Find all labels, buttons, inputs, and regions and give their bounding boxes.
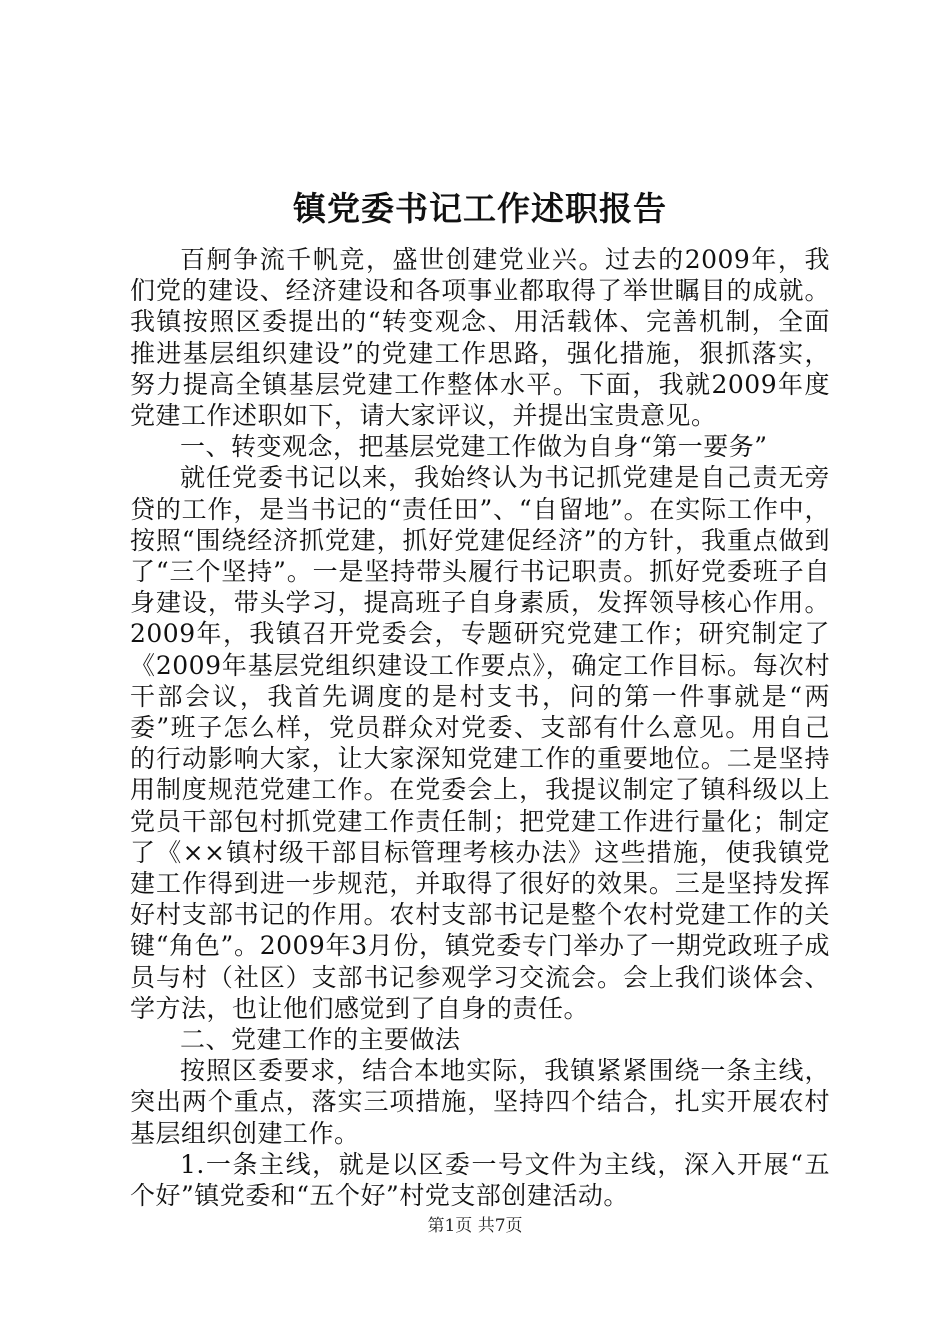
document-body xyxy=(130,244,830,1211)
section-heading-1: 一、转变观念，把基层党建工作做为自身“第一要务” xyxy=(180,432,768,462)
paragraph-intro: 百舸争流千帆竞，盛世创建党业兴。过去的2009年，我们党的建设、经济建设和各项事业都取得了举世瞩目的成就。我镇按照区委提出的“转变观念、用活载体、完善机制，全面推进基层组织建设”的党建工作思路，强化措施，狠抓落实，努力提高全镇基层党建工作整体水平。下面，我就2009年度党建工作述职如下，请大家评议，并提出宝贵意见。 xyxy=(130,245,830,431)
page-number-footer: 第1页 共7页 xyxy=(427,1216,523,1236)
section-heading-2: 二、党建工作的主要做法 xyxy=(180,1025,461,1055)
document-title: 镇党委书记工作述职报告 xyxy=(293,189,667,228)
paragraph-section-1: 就任党委书记以来，我始终认为书记抓党建是自己责无旁贷的工作，是当书记的“责任田”、“自留地”。在实际工作中，按照“围绕经济抓党建，抓好党建促经济”的方针，我重点做到了“三个坚持”。一是坚持带头履行书记职责。抓好党委班子自身建设，带头学习，提高班子自身素质，发挥领导核心作用。2009年，我镇召开党委会，专题研究党建工作；研究制定了《2009年基层党组织建设工作要点》，确定工作目标。每次村干部会议，我首先调度的是村支书，问的第一件事就是“两委”班子怎么样，党员群众对党委、支部有什么意见。用自己的行动影响大家，让大家深知党建工作的重要地位。二是坚持用制度规范党建工作。在党委会上，我提议制定了镇科级以上党员干部包村抓党建工作责任制；把党建工作进行量化；制定了《××镇村级干部目标管理考核办法》这些措施，使我镇党建工作得到进一步规范，并取得了很好的效果。三是坚持发挥好村支部书记的作用。农村支部书记是整个农村党建工作的关键“角色”。2009年3月份，镇党委专门举办了一期党政班子成员与村（社区）支部书记参观学习交流会。会上我们谈体会、学方法，也让他们感觉到了自身的责任。 xyxy=(130,463,830,1023)
document-page xyxy=(130,180,830,1211)
paragraph-section-2: 按照区委要求，结合本地实际，我镇紧紧围绕一条主线，突出两个重点，落实三项措施，坚持四个结合，扎实开展农村基层组织创建工作。 xyxy=(130,1056,830,1148)
paragraph-item-1: 1.一条主线，就是以区委一号文件为主线，深入开展“五个好”镇党委和“五个好”村党支部创建活动。 xyxy=(130,1149,830,1211)
